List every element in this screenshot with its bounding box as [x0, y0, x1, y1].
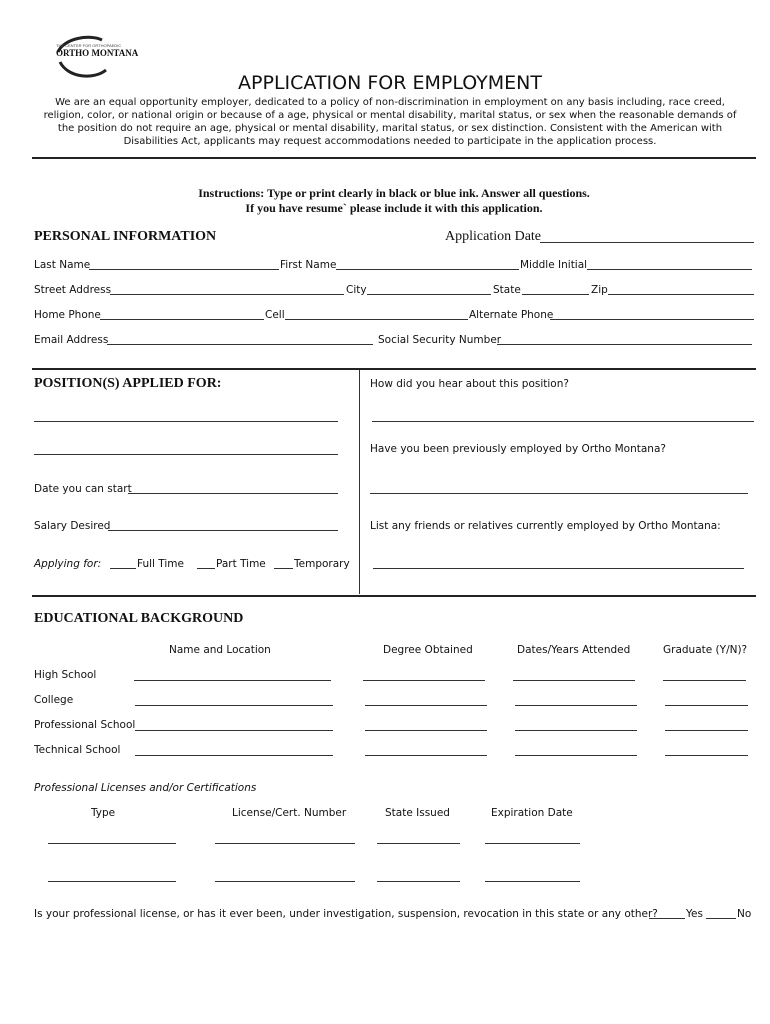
ssn-field[interactable] [497, 344, 752, 345]
no-label: No [737, 908, 752, 920]
professional-school-graduate-field[interactable] [665, 730, 748, 731]
instructions-line-2: If you have resume` please include it with this application. [245, 201, 543, 215]
license-2-expiration-field[interactable] [485, 881, 580, 882]
college-name-field[interactable] [135, 705, 333, 706]
license-2-state-field[interactable] [377, 881, 460, 882]
licenses-heading: Professional Licenses and/or Certifications [34, 782, 257, 794]
high-school-name-field[interactable] [134, 680, 331, 681]
technical-school-graduate-field[interactable] [665, 755, 748, 756]
technical-school-degree-field[interactable] [365, 755, 487, 756]
divider-top [32, 157, 756, 159]
date-start-label: Date you can start [34, 483, 132, 495]
ssn-label: Social Security Number [378, 334, 502, 346]
salary-label: Salary Desired [34, 520, 111, 532]
zip-label: Zip [591, 284, 608, 296]
yes-blank[interactable] [649, 918, 685, 919]
salary-field[interactable] [108, 530, 338, 531]
license-2-type-field[interactable] [48, 881, 176, 882]
instructions-line-1: Instructions: Type or print clearly in black or blue ink. Answer all questions. [198, 186, 590, 200]
license-1-expiration-field[interactable] [485, 843, 580, 844]
license-col-expiration: Expiration Date [491, 807, 573, 819]
prev-employed-label: Have you been previously employed by Ortho Montana? [370, 443, 666, 455]
position-field-2[interactable] [34, 454, 338, 455]
state-label: State [493, 284, 521, 296]
high-school-graduate-field[interactable] [663, 680, 746, 681]
college-graduate-field[interactable] [665, 705, 748, 706]
full-time-blank[interactable] [110, 568, 136, 569]
alternate-phone-label: Alternate Phone [469, 309, 554, 321]
state-field[interactable] [522, 294, 589, 295]
college-degree-field[interactable] [365, 705, 487, 706]
no-blank[interactable] [706, 918, 736, 919]
home-phone-field[interactable] [100, 319, 264, 320]
first-name-field[interactable] [336, 269, 519, 270]
temporary-blank[interactable] [274, 568, 293, 569]
middle-initial-field[interactable] [587, 269, 752, 270]
license-1-type-field[interactable] [48, 843, 176, 844]
friends-field[interactable] [373, 568, 744, 569]
personal-heading: PERSONAL INFORMATION [34, 229, 217, 244]
col-graduate: Graduate (Y/N)? [663, 644, 748, 656]
col-dates: Dates/Years Attended [517, 644, 631, 656]
col-name-location: Name and Location [169, 644, 271, 656]
eeo-line-3: the position do not require an age, physical or mental disability, marital status, or sex distinction. Consistent with the American with [57, 123, 723, 134]
how-heard-label: How did you hear about this position? [370, 378, 569, 390]
zip-field[interactable] [608, 294, 754, 295]
applying-for-label: Applying for: [34, 558, 102, 570]
professional-school-name-field[interactable] [135, 730, 333, 731]
high-school-dates-field[interactable] [513, 680, 635, 681]
row-technical-school: Technical School [34, 744, 121, 756]
last-name-label: Last Name [34, 259, 91, 271]
first-name-label: First Name [280, 259, 337, 271]
professional-school-dates-field[interactable] [515, 730, 637, 731]
street-address-field[interactable] [110, 294, 344, 295]
technical-school-name-field[interactable] [135, 755, 333, 756]
row-professional-school: Professional School [34, 719, 136, 731]
education-heading: EDUCATIONAL BACKGROUND [34, 611, 244, 626]
row-high-school: High School [34, 669, 97, 681]
temporary-label: Temporary [294, 558, 350, 570]
yes-label: Yes [686, 908, 703, 920]
last-name-field[interactable] [89, 269, 279, 270]
position-field-1[interactable] [34, 421, 338, 422]
city-field[interactable] [367, 294, 491, 295]
page-title: APPLICATION FOR EMPLOYMENT [238, 72, 542, 94]
college-dates-field[interactable] [515, 705, 637, 706]
full-time-label: Full Time [137, 558, 184, 570]
high-school-degree-field[interactable] [363, 680, 485, 681]
license-col-number: License/Cert. Number [232, 807, 347, 819]
professional-school-degree-field[interactable] [365, 730, 487, 731]
col-degree: Degree Obtained [383, 644, 473, 656]
how-heard-field[interactable] [372, 421, 754, 422]
license-1-number-field[interactable] [215, 843, 355, 844]
license-col-state: State Issued [385, 807, 450, 819]
column-divider [359, 370, 360, 594]
home-phone-label: Home Phone [34, 309, 101, 321]
email-field[interactable] [107, 344, 373, 345]
middle-initial-label: Middle Initial [520, 259, 588, 271]
alternate-phone-field[interactable] [550, 319, 754, 320]
divider-position [32, 595, 756, 597]
cell-label: Cell [265, 309, 285, 321]
prev-employed-field[interactable] [370, 493, 748, 494]
logo-brand: ORTHO MONTANA [56, 48, 139, 58]
email-label: Email Address [34, 334, 109, 346]
application-date-field[interactable] [540, 242, 754, 243]
eeo-line-4: Disabilities Act, applicants may request accommodations needed to participate in the application process. [123, 136, 657, 147]
part-time-label: Part Time [216, 558, 266, 570]
city-label: City [346, 284, 367, 296]
part-time-blank[interactable] [197, 568, 215, 569]
license-1-state-field[interactable] [377, 843, 460, 844]
investigation-question: Is your professional license, or has it ever been, under investigation, suspension, revocation in this state or any other? [34, 908, 658, 920]
technical-school-dates-field[interactable] [515, 755, 637, 756]
cell-field[interactable] [285, 319, 468, 320]
date-start-field[interactable] [128, 493, 338, 494]
divider-personal [32, 368, 756, 370]
position-heading: POSITION(S) APPLIED FOR: [34, 376, 222, 391]
license-col-type: Type [91, 807, 116, 819]
eeo-line-1: We are an equal opportunity employer, dedicated to a policy of non-discrimination in employment on any basis including, race creed, [55, 97, 725, 108]
street-address-label: Street Address [34, 284, 112, 296]
logo-small-text: THE CENTER FOR ORTHOPAEDIC [56, 43, 122, 48]
eeo-line-2: religion, color, or national origin or because of a age, physical or mental disability, marital status, or sex when the reasonable demands of [43, 110, 737, 121]
row-college: College [34, 694, 74, 706]
application-date-label: Application Date [445, 229, 542, 244]
license-2-number-field[interactable] [215, 881, 355, 882]
friends-label: List any friends or relatives currently employed by Ortho Montana: [370, 520, 721, 532]
